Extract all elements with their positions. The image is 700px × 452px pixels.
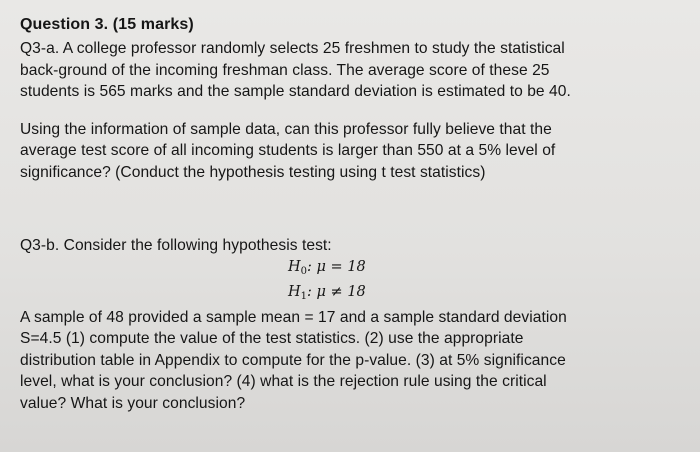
q3b-line: value? What is your conclusion?	[20, 394, 246, 412]
alternative-hypothesis	[20, 282, 680, 307]
q3a-using-line: significance? (Conduct the hypothesis testing using t test statistics)	[20, 163, 486, 181]
q3b-line: S=4.5 (1) compute the value of the test statistics. (2) use the appropriate	[20, 330, 524, 347]
q3b-sample-paragraph	[20, 307, 680, 415]
null-hypothesis	[20, 257, 680, 282]
h0-expression: : μ = 18	[307, 258, 366, 275]
h1-subscript: 1	[300, 290, 308, 302]
q3a-using-paragraph	[20, 119, 680, 184]
q3b-intro: Q3-b. Consider the following hypothesis test:	[20, 237, 332, 254]
h0-symbol: H	[288, 258, 301, 275]
q3a-using-line: average test score of all incoming students is larger than 550 at a 5% level of	[20, 142, 556, 159]
q3a-line: students is 565 marks and the sample standard deviation is estimated to be 40.	[20, 83, 571, 100]
question-title: Question 3. (15 marks)	[20, 16, 194, 33]
q3a-line: back-ground of the incoming freshman class. The average score of these 25	[20, 61, 550, 79]
h1-symbol: H	[288, 283, 301, 300]
q3b-line: A sample of 48 provided a sample mean = 17 and a sample standard deviation	[20, 308, 567, 326]
q3b-line: level, what is your conclusion? (4) what is the rejection rule using the critical	[20, 373, 547, 390]
q3a-paragraph	[20, 38, 680, 103]
q3b-line: distribution table in Appendix to compute for the p-value. (3) at 5% significance	[20, 351, 566, 369]
h0-subscript: 0	[300, 265, 308, 277]
q3a-line: Q3-a. A college professor randomly selects 25 freshmen to study the statistical	[20, 40, 565, 57]
h1-expression: : μ ≠ 18	[307, 283, 366, 300]
q3a-using-line: Using the information of sample data, can this professor fully believe that the	[20, 120, 552, 138]
